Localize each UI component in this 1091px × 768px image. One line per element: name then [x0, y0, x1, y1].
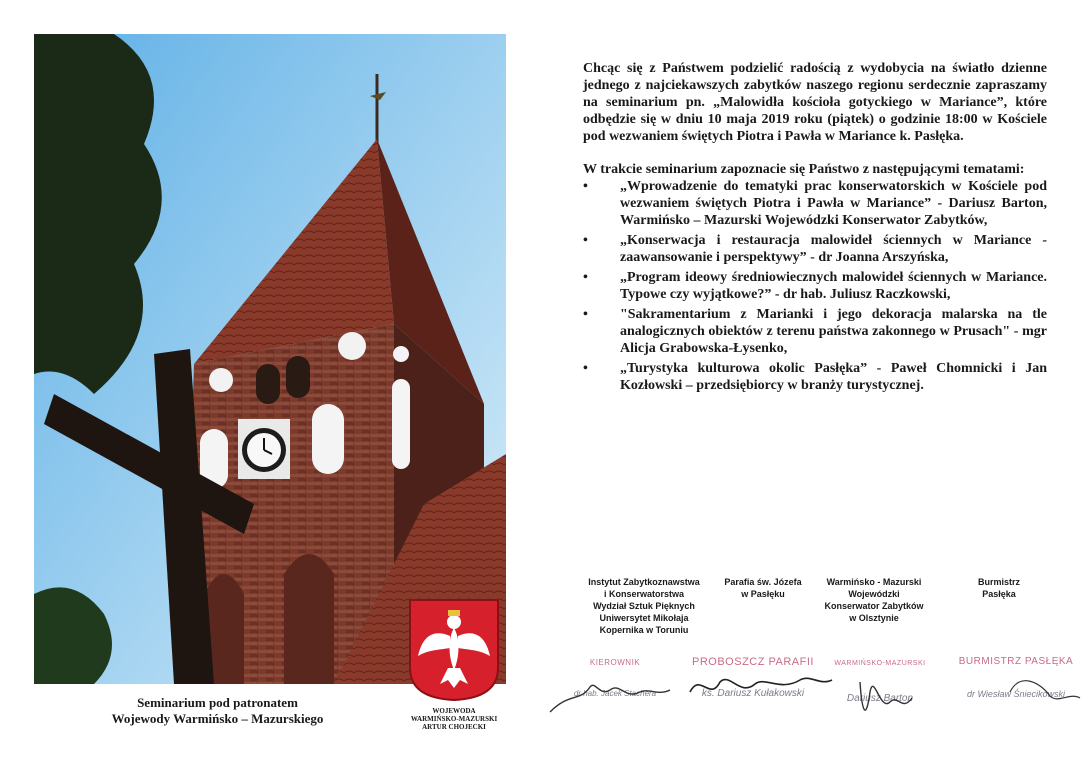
bullet: • [583, 307, 588, 322]
list-item [583, 178, 1047, 229]
organizer-line: Uniwersytet Mikołaja [599, 613, 689, 623]
list-item [583, 232, 1047, 266]
organizer-line: Instytut Zabytkoznawstwa [588, 577, 700, 587]
topics-heading: W trakcie seminarium zapoznacie się Państwo z następującymi tematami: [583, 162, 1025, 177]
stamp-role: WARMIŃSKO-MAZURSKI [834, 660, 926, 667]
stamp-name: dr hab. Jacek Stachera [573, 689, 657, 698]
stamp-role: BURMISTRZ PASŁĘKA [958, 656, 1074, 667]
bullet: • [583, 179, 588, 194]
topic-text: "Sakramentarium z Marianki i jego dekoracja malarska na tle analogicznych obiektów z terenu państwa zakonnego w Prusach" - mgr Alicja Grabowska-Łysenko, [620, 307, 1047, 356]
organizer-line: w Pasłęku [741, 589, 785, 599]
patronage-caption [40, 695, 395, 727]
patronage-caption-line2: Wojewody Warmińsko – Mazurskiego [111, 711, 324, 726]
organizer-line: Kopernika w Toruniu [599, 625, 689, 635]
emblem-line2: WARMIŃSKO-MAZURSKI [410, 715, 498, 723]
organizer-line: w Olsztynie [849, 613, 899, 623]
intro-paragraph: Chcąc się z Państwem podzielić radością z wydobycia na światło dzienne jednego z najciekawszych zabytków naszego regionu serdecznie zapraszamy na seminarium pn. „Malowidła kościoła gotyckiego w Mariance”, które odbędzie się w dniu 10 maja 2019 roku (piątek) o godzinie 18:00 w Kościele pod wezwaniem świętych Piotra i Pawła w Mariance k. Pasłęka. [583, 61, 1047, 144]
stamp-name: dr Wiesław Śniecikowski [967, 689, 1065, 699]
signatures [540, 652, 1085, 742]
organizer-line: Wydział Sztuk Pięknych [593, 601, 695, 611]
organizer-line: Warmińsko - Mazurski [826, 577, 922, 587]
topic-text: „Turystyka kulturowa okolic Pasłęka” - Paweł Chomnicki i Jan Kozłowski – przedsiębiorcy w branży turystycznej. [620, 361, 1047, 393]
topic-text: „Program ideowy średniowiecznych malowideł ściennych w Mariance. Typowe czy wyjątkowe?” - dr hab. Juliusz Raczkowski, [620, 270, 1047, 302]
topic-text: „Konserwacja i restauracja malowideł ściennych w Mariance - zaawansowanie i perspektywy” - dr Joanna Arszyńska, [620, 233, 1047, 265]
stamp-role: PROBOSZCZ PARAFII [692, 656, 814, 668]
bullet: • [583, 361, 588, 376]
bullet: • [583, 270, 588, 285]
stamp-name: Dariusz Barton [846, 693, 914, 704]
handwritten-signatures-icon [540, 652, 1085, 742]
organizer-mayor [966, 576, 1032, 600]
organizer-line: Konserwator Zabytków [824, 601, 924, 611]
organizers [0, 576, 1091, 636]
invitation-text [583, 60, 1047, 397]
topic-text: „Wprowadzenie do tematyki prac konserwatorskich w Kościele pod wezwaniem świętych Piotra i Pawła w Mariance” - Dariusz Barton, Warmińsko – Mazurski Wojewódzki Konserwator Zabytków, [620, 179, 1047, 228]
organizer-line: i Konserwatorstwa [603, 589, 685, 599]
stamp-name: ks. Dariusz Kułakowski [701, 688, 805, 699]
organizer-university [578, 576, 710, 636]
emblem-line1: WOJEWODA [432, 707, 476, 715]
list-item [583, 269, 1047, 303]
organizer-conservator [822, 576, 926, 624]
stamp-role: KIEROWNIK [589, 658, 641, 667]
patronage-caption-line1: Seminarium pod patronatem [137, 695, 298, 710]
list-item [583, 360, 1047, 394]
organizer-line: Parafia św. Józefa [724, 577, 802, 587]
organizer-line: Wojewódzki [848, 589, 900, 599]
list-item [583, 306, 1047, 357]
topics-list [583, 178, 1047, 394]
organizer-line: Burmistrz [977, 577, 1020, 587]
bullet: • [583, 233, 588, 248]
organizer-parish [722, 576, 804, 600]
organizer-line: Pasłęka [982, 589, 1016, 599]
emblem-line3: ARTUR CHOJECKI [422, 723, 486, 731]
